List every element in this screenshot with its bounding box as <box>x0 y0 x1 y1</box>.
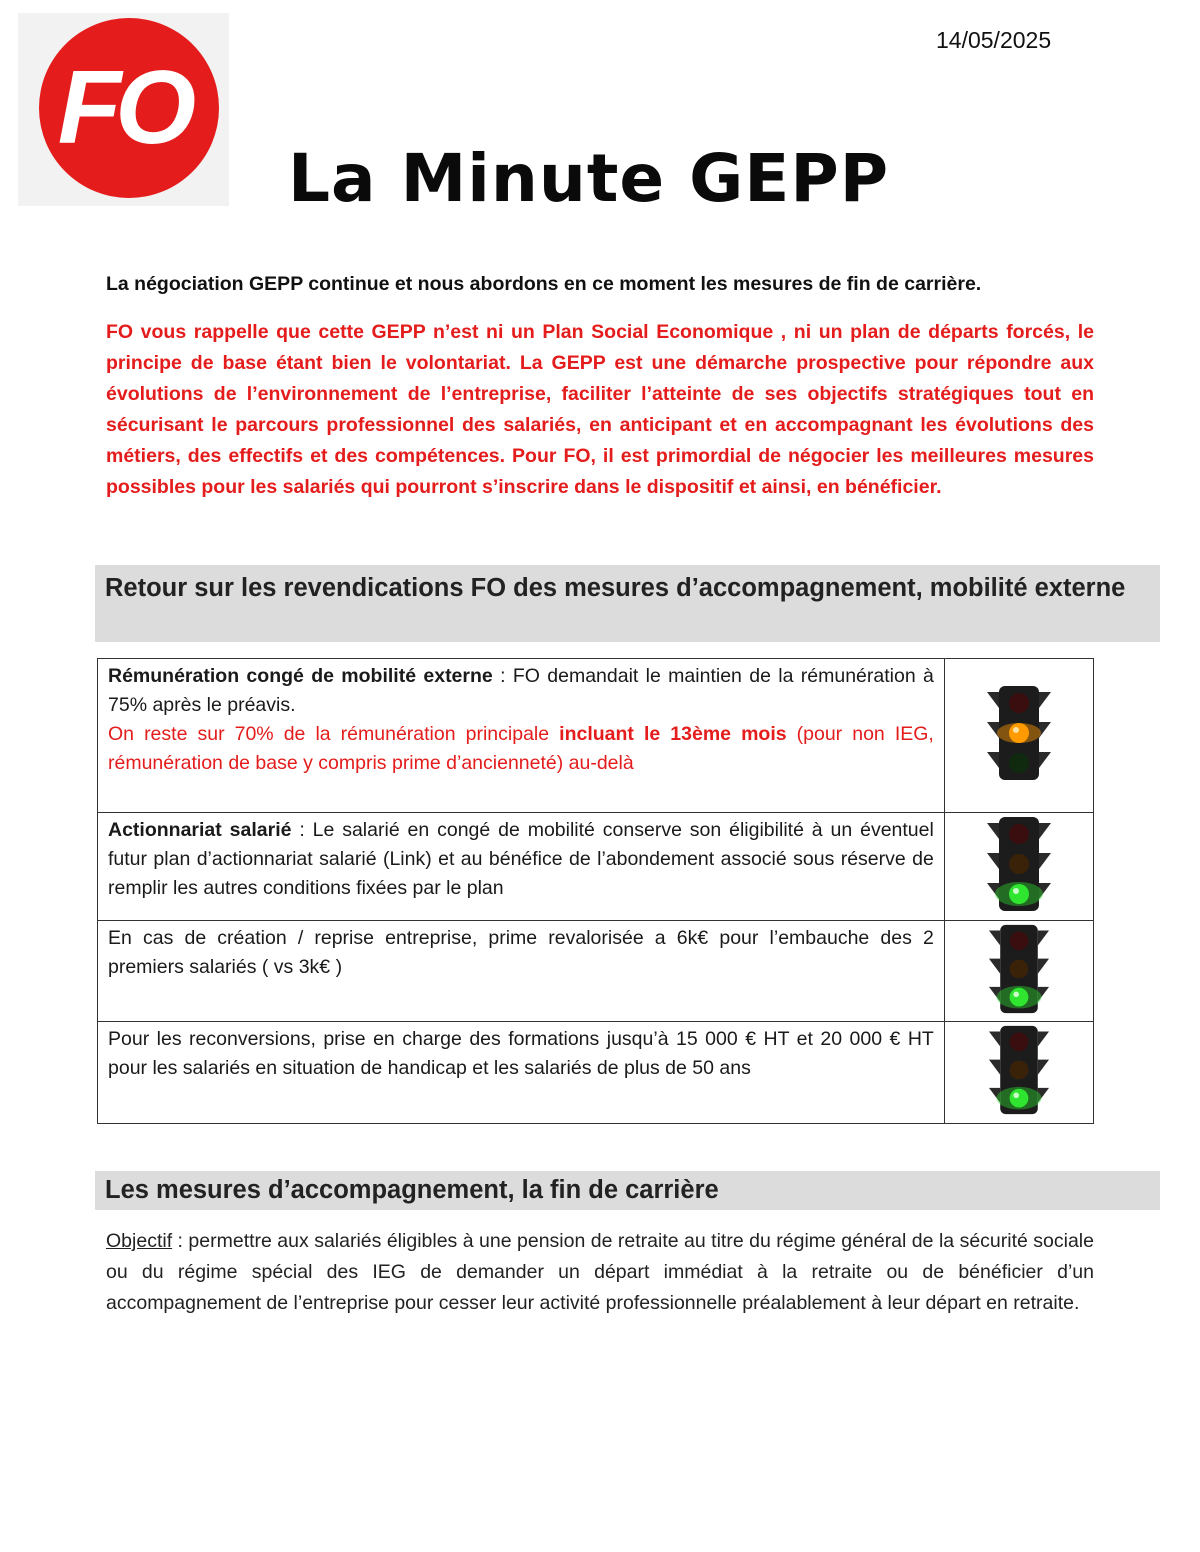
traffic-light-cell <box>944 659 1093 813</box>
section-header-mobility <box>95 565 1160 642</box>
document-date: 14/05/2025 <box>936 27 1052 53</box>
measure-result: On reste sur 70% de la rémunération principale <box>108 723 560 745</box>
table-row <box>98 659 1094 813</box>
green-lamp <box>1010 987 1029 1006</box>
measure-text: : FO demandait le maintien de la rémunération à 75% après le préavis. <box>108 665 934 716</box>
reminder-paragraph: FO vous rappelle que cette GEPP n’est ni un Plan Social Economique , ni un plan de départs forcés, le principe de base étant bien le volontariat. La GEPP est une démarche prospective pour répondre aux évolutions de l’environnement de l’entreprise, faciliter l’atteinte de ses objectifs stratégiques tout en sécurisant le parcours professionnel des salariés, en anticipant et en accompagnant les évolutions des métiers, des effectifs et des compétences. Pour FO, il est primordial de négocier les meilleures mesures possibles pour les salariés qui pourront s’inscrire dans le dispositif et ainsi, en bénéficier. <box>106 321 1094 498</box>
measure-text: En cas de création / reprise entreprise, prime revalorisée a 6k€ pour l’embauche des 2 premiers salariés ( vs 3k€ ) <box>108 927 934 978</box>
section-title: Les mesures d’accompagnement, la fin de carrière <box>105 1176 719 1204</box>
objective-paragraph <box>106 1226 1094 1319</box>
section-title: Retour sur les revendications FO des mesures d’accompagnement, mobilité externe <box>105 574 1126 602</box>
traffic-light-green-icon <box>979 815 1059 913</box>
objective-text: : permettre aux salariés éligibles à une pension de retraite au titre du régime général de la sécurité sociale ou du régime spécial des IEG de demander un départ immédiat à la retraite ou de bénéficier d’un accompagnement de l’entreprise pour cesser leur activité professionnelle préalablement à leur départ en retraite. <box>106 1230 1094 1314</box>
measure-label: Actionnariat salarié <box>108 819 292 841</box>
measure-label: Rémunération congé de mobilité externe <box>108 665 493 687</box>
page-title: La Minute GEPP <box>288 140 890 217</box>
measure-result-bold: incluant le 13ème mois <box>559 723 787 745</box>
traffic-light-orange-icon <box>979 684 1059 782</box>
measure-text: : Le salarié en congé de mobilité conserve son éligibilité à un éventuel futur plan d’actionnariat salarié (Link) et au bénéfice de l’abondement associé sous réserve de remplir les autres conditions fixées par le plan <box>108 819 934 899</box>
measure-text: Pour les reconversions, prise en charge des formations jusqu’à 15 000 € HT et 20 000 € HT pour les salariés en situation de handicap et les salariés de plus de 50 ans <box>108 1028 934 1079</box>
traffic-light-green-icon <box>981 1024 1057 1116</box>
traffic-light-cell <box>944 921 1093 1022</box>
table-row <box>98 813 1094 921</box>
green-lamp <box>1010 1089 1029 1108</box>
fo-logo <box>18 13 229 206</box>
intro-text: La négociation GEPP continue et nous abordons en ce moment les mesures de fin de carrière. <box>106 273 982 295</box>
logo-text: FO <box>57 50 191 166</box>
traffic-light-cell <box>944 813 1093 921</box>
green-lamp <box>1009 884 1029 904</box>
measures-table <box>97 658 1094 1124</box>
objective-label: Objectif <box>106 1230 173 1252</box>
measure-cell <box>98 921 945 1022</box>
traffic-light-green-icon <box>981 923 1057 1015</box>
measure-result-end: (pour non IEG, rémunération de base y compris prime d’ancienneté) au-delà <box>108 723 934 774</box>
traffic-light-cell <box>944 1022 1093 1124</box>
section-header-end-of-career <box>95 1171 1160 1210</box>
orange-lamp <box>1009 723 1029 743</box>
measure-cell <box>98 1022 945 1124</box>
table-row <box>98 1022 1094 1124</box>
measure-cell <box>98 813 945 921</box>
measure-cell <box>98 659 945 813</box>
table-row <box>98 921 1094 1022</box>
